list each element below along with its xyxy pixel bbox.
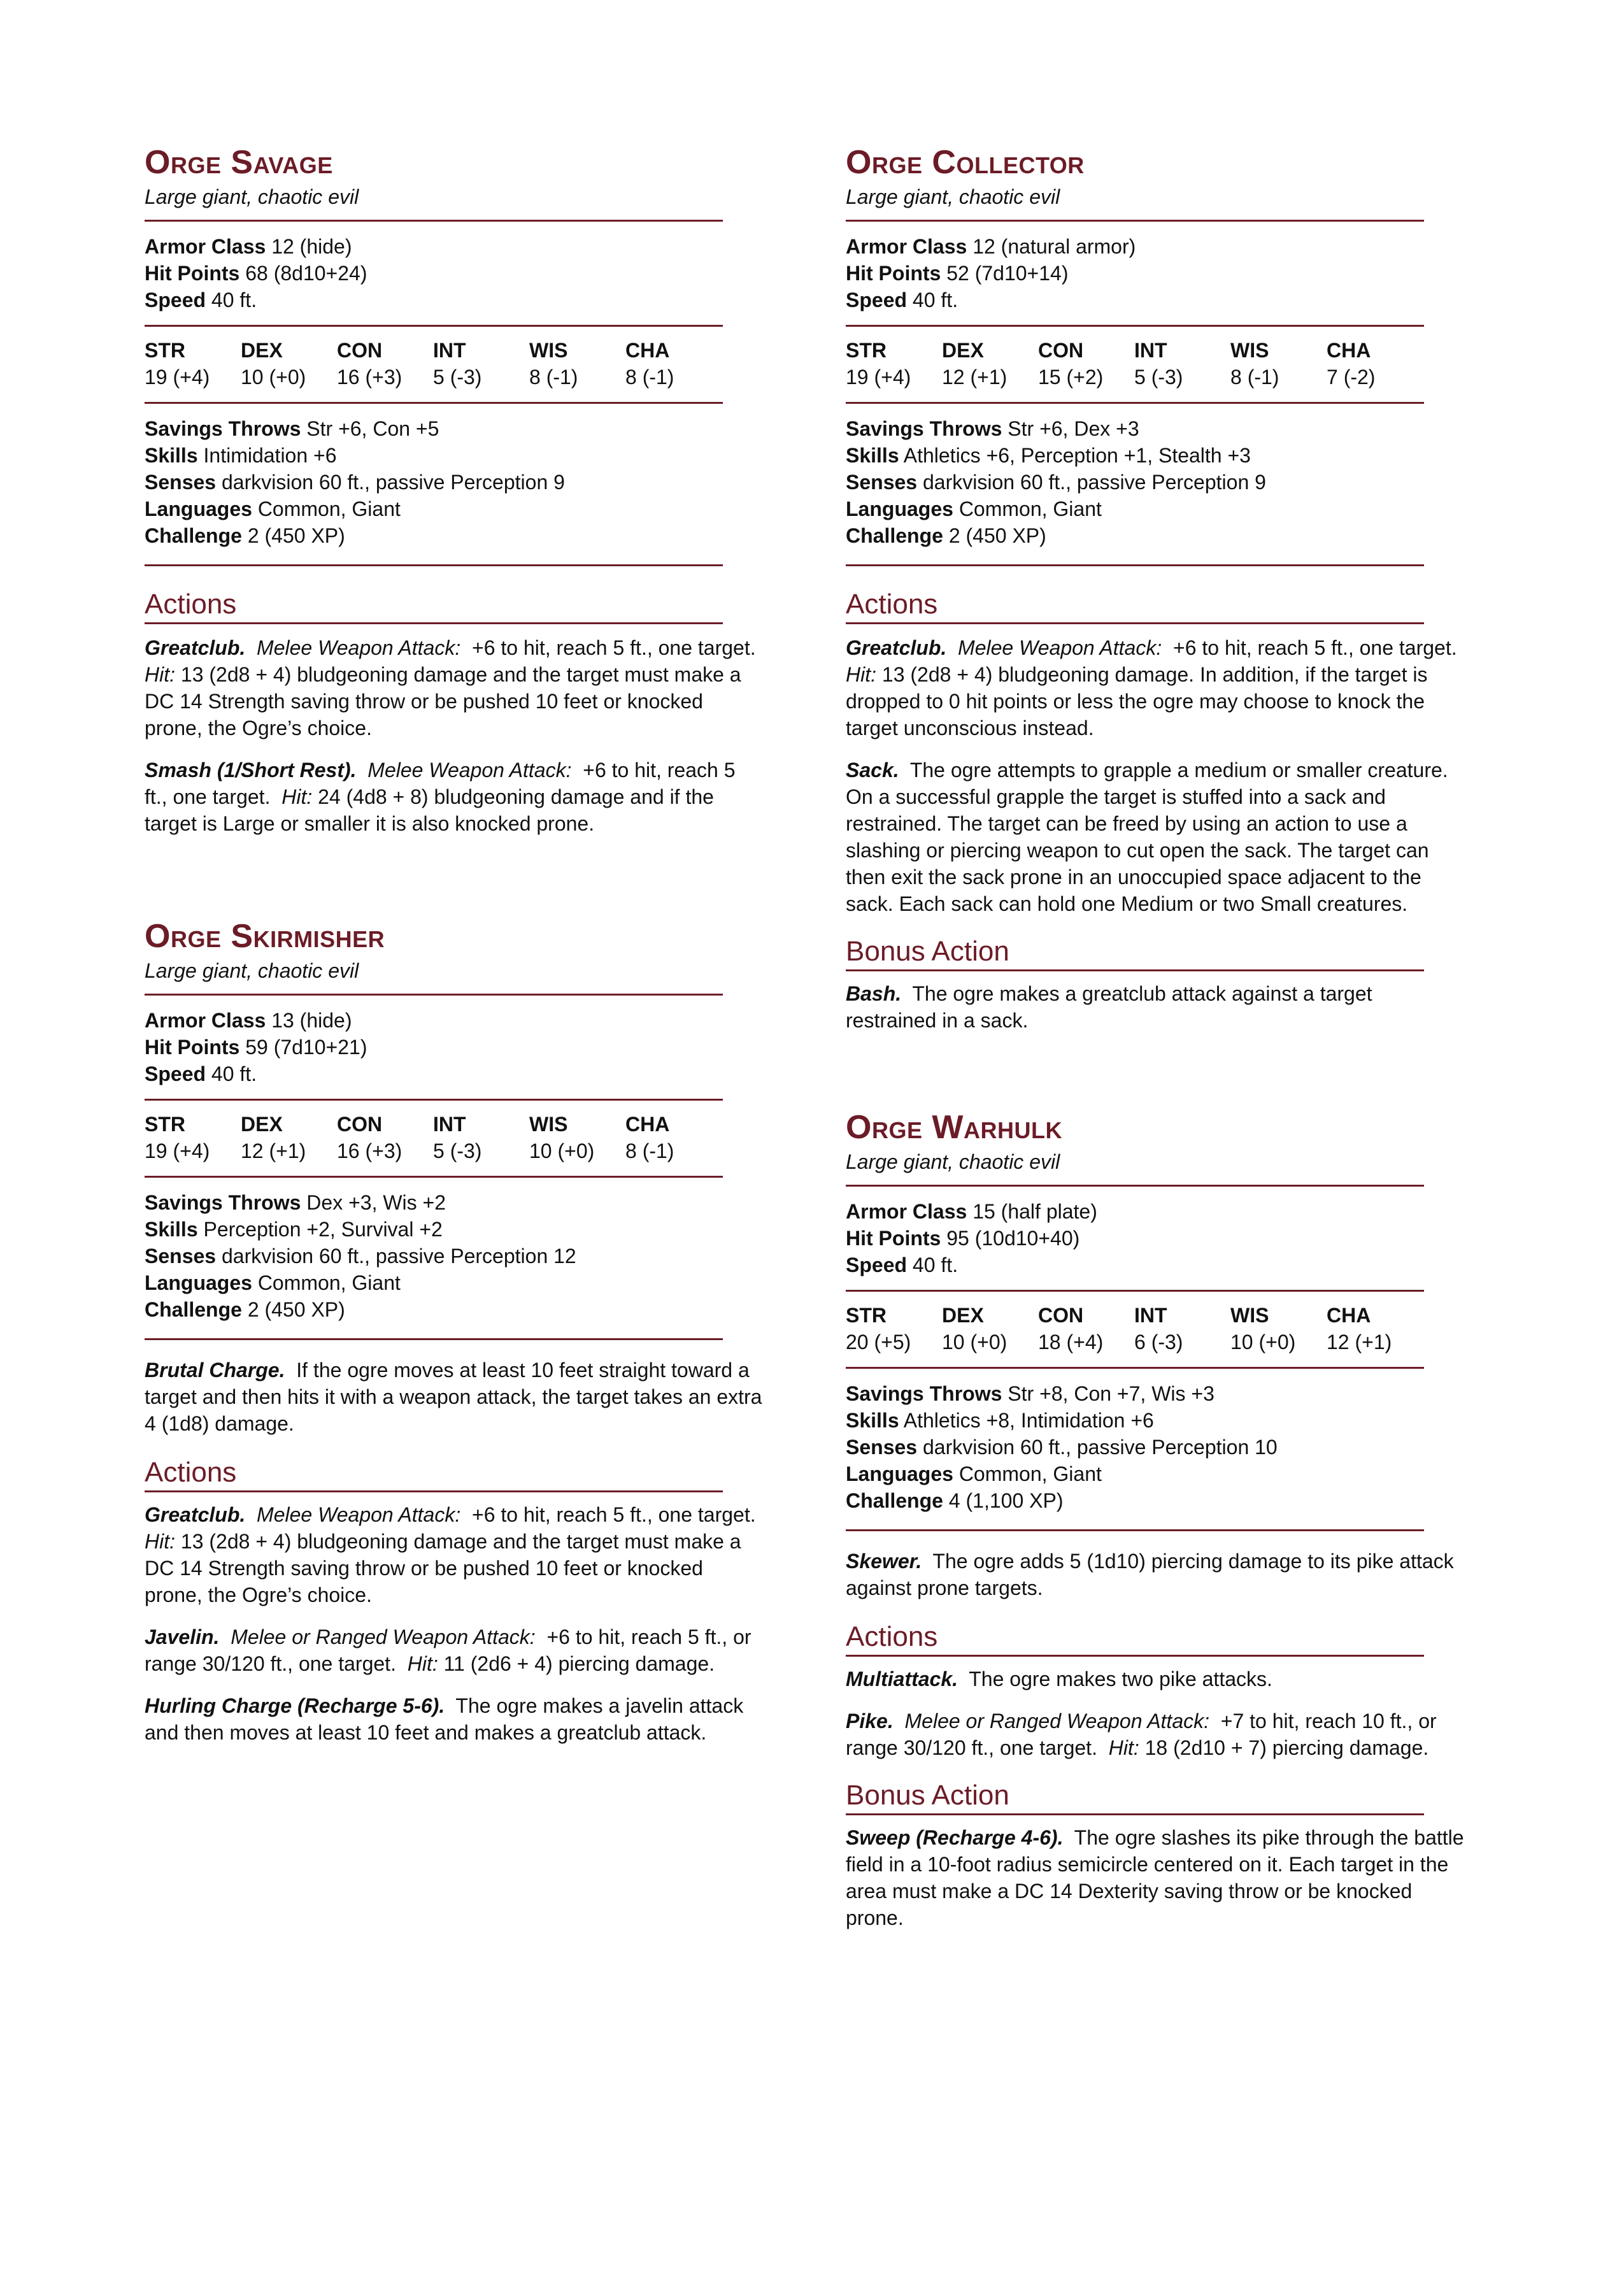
divider	[846, 564, 1424, 566]
hit-points-line: Hit Points 59 (7d10+21)	[145, 1036, 367, 1059]
challenge-line: Challenge 2 (450 XP)	[846, 524, 1046, 547]
saving-throws-line: Savings Throws Dex +3, Wis +2	[145, 1191, 446, 1214]
saving-throws-line: Savings Throws Str +6, Dex +3	[846, 417, 1139, 440]
divider	[145, 325, 723, 327]
languages-line: Languages Common, Giant	[145, 1271, 401, 1294]
monster-type: Large giant, chaotic evil	[145, 185, 359, 208]
statblock-collector	[846, 143, 1534, 1034]
armor-class-line: Armor Class 12 (natural armor)	[846, 235, 1136, 258]
ability-table: STR DEX CON INT WIS CHA 19 (+4) 10 (+0) 16 (+3) 5 (-3) 8 (-1) 8 (-1)	[145, 339, 674, 389]
divider	[846, 325, 1424, 327]
bonus-action-sweep: Sweep (Recharge 4-6). The ogre slashes its pike through the battle field in a 10-foot radius semicircle centered on it. Each target in the area must make a DC 14 Dexterity saving throw or be knocked prone.	[846, 1826, 1464, 1929]
statblock-savage	[145, 143, 813, 837]
speed-line: Speed 40 ft.	[145, 1062, 257, 1085]
armor-class-line: Armor Class 12 (hide)	[145, 235, 352, 258]
action-pike: Pike. Melee or Ranged Weapon Attack: +7 to hit, reach 10 ft., or range 30/120 ft., one target. Hit: 18 (2d10 + 7) piercing damage.	[846, 1710, 1437, 1759]
monster-name: Orge Collector	[846, 144, 1085, 181]
monster-name: Orge Skirmisher	[145, 918, 385, 955]
senses-line: Senses darkvision 60 ft., passive Perception 12	[145, 1245, 576, 1268]
languages-line: Languages Common, Giant	[846, 497, 1102, 520]
speed-line: Speed 40 ft.	[846, 289, 958, 311]
divider	[145, 564, 723, 566]
action-hurling-charge: Hurling Charge (Recharge 5-6). The ogre makes a javelin attack and then moves at least 10 feet and makes a greatclub attack.	[145, 1694, 744, 1744]
divider	[846, 1367, 1424, 1369]
divider	[846, 1529, 1424, 1531]
statblock-skirmisher	[145, 917, 813, 1746]
divider	[145, 994, 723, 996]
monster-type: Large giant, chaotic evil	[846, 185, 1060, 208]
senses-line: Senses darkvision 60 ft., passive Perception 9	[846, 471, 1266, 494]
actions-header: Actions	[145, 1456, 723, 1492]
skills-line: Skills Perception +2, Survival +2	[145, 1218, 443, 1241]
skills-line: Skills Intimidation +6	[145, 444, 337, 467]
senses-line: Senses darkvision 60 ft., passive Perception 9	[145, 471, 565, 494]
ability-table: STR DEX CON INT WIS CHA 19 (+4) 12 (+1) 16 (+3) 5 (-3) 10 (+0) 8 (-1)	[145, 1113, 674, 1162]
divider	[846, 220, 1424, 222]
actions-header: Actions	[145, 588, 723, 624]
monster-name: Orge Savage	[145, 144, 333, 181]
trait-brutal-charge: Brutal Charge. If the ogre moves at least 10 feet straight toward a target and then hits it with a weapon attack, the target takes an extra 4 (1d8) damage.	[145, 1359, 762, 1435]
divider	[145, 402, 723, 404]
actions-header: Actions	[846, 588, 1424, 624]
skills-line: Skills Athletics +8, Intimidation +6	[846, 1409, 1154, 1432]
saving-throws-line: Savings Throws Str +8, Con +7, Wis +3	[846, 1382, 1214, 1405]
action-sack: Sack. The ogre attempts to grapple a medium or smaller creature. On a successful grapple the target is stuffed into a sack and restrained. The target can be freed by using an action to use a slashing or piercing weapon to cut open the sack. The target can then exit the sack prone in an unoccupied space adjacent to the sack. Each sack can hold one Medium or two Small creatures.	[846, 759, 1448, 915]
armor-class-line: Armor Class 13 (hide)	[145, 1009, 352, 1032]
divider	[846, 1290, 1424, 1292]
statblock-warhulk	[846, 1108, 1534, 1931]
challenge-line: Challenge 2 (450 XP)	[145, 1298, 345, 1321]
action-greatclub: Greatclub. Melee Weapon Attack: +6 to hit, reach 5 ft., one target. Hit: 13 (2d8 + 4) bludgeoning damage and the target must make a DC 14 Strength saving throw or be pushed 10 feet or knocked prone, the Ogre’s choice.	[145, 636, 756, 739]
languages-line: Languages Common, Giant	[145, 497, 401, 520]
ability-table: STR DEX CON INT WIS CHA 20 (+5) 10 (+0) 18 (+4) 6 (-3) 10 (+0) 12 (+1)	[846, 1304, 1392, 1354]
armor-class-line: Armor Class 15 (half plate)	[846, 1200, 1097, 1223]
hit-points-line: Hit Points 95 (10d10+40)	[846, 1227, 1080, 1250]
hit-points-line: Hit Points 68 (8d10+24)	[145, 262, 367, 285]
monster-name: Orge Warhulk	[846, 1109, 1062, 1146]
divider	[846, 402, 1424, 404]
saving-throws-line: Savings Throws Str +6, Con +5	[145, 417, 439, 440]
action-javelin: Javelin. Melee or Ranged Weapon Attack: +6 to hit, reach 5 ft., or range 30/120 ft., one target. Hit: 11 (2d6 + 4) piercing damage.	[145, 1625, 751, 1675]
divider	[145, 1176, 723, 1178]
skills-line: Skills Athletics +6, Perception +1, Stealth +3	[846, 444, 1251, 467]
action-multiattack: Multiattack. The ogre makes two pike attacks.	[846, 1668, 1272, 1690]
divider	[145, 220, 723, 222]
bonus-action-bash: Bash. The ogre makes a greatclub attack against a target restrained in a sack.	[846, 982, 1372, 1032]
action-greatclub: Greatclub. Melee Weapon Attack: +6 to hit, reach 5 ft., one target. Hit: 13 (2d8 + 4) bludgeoning damage and the target must make a DC 14 Strength saving throw or be pushed 10 feet or knocked prone, the Ogre’s choice.	[145, 1503, 756, 1606]
divider	[145, 1338, 723, 1340]
challenge-line: Challenge 4 (1,100 XP)	[846, 1489, 1064, 1512]
bonus-action-header: Bonus Action	[846, 935, 1424, 971]
bonus-action-header: Bonus Action	[846, 1779, 1424, 1815]
trait-skewer: Skewer. The ogre adds 5 (1d10) piercing damage to its pike attack against prone targets.	[846, 1550, 1454, 1599]
languages-line: Languages Common, Giant	[846, 1462, 1102, 1485]
senses-line: Senses darkvision 60 ft., passive Perception 10	[846, 1436, 1278, 1459]
action-greatclub: Greatclub. Melee Weapon Attack: +6 to hit, reach 5 ft., one target. Hit: 13 (2d8 + 4) bludgeoning damage. In addition, if the target is dropped to 0 hit points or less the ogre may choose to knock the target unconscious instead.	[846, 636, 1457, 739]
speed-line: Speed 40 ft.	[846, 1254, 958, 1276]
speed-line: Speed 40 ft.	[145, 289, 257, 311]
action-smash: Smash (1/Short Rest). Melee Weapon Attack: +6 to hit, reach 5 ft., one target. Hit: 24 (4d8 + 8) bludgeoning damage and if the target is Large or smaller it is also knocked prone.	[145, 759, 736, 835]
divider	[846, 1185, 1424, 1187]
hit-points-line: Hit Points 52 (7d10+14)	[846, 262, 1069, 285]
monster-type: Large giant, chaotic evil	[846, 1150, 1060, 1173]
divider	[145, 1099, 723, 1101]
ability-table: STR DEX CON INT WIS CHA 19 (+4) 12 (+1) 15 (+2) 5 (-3) 8 (-1) 7 (-2)	[846, 339, 1376, 389]
challenge-line: Challenge 2 (450 XP)	[145, 524, 345, 547]
monster-type: Large giant, chaotic evil	[145, 959, 359, 982]
actions-header: Actions	[846, 1620, 1424, 1657]
